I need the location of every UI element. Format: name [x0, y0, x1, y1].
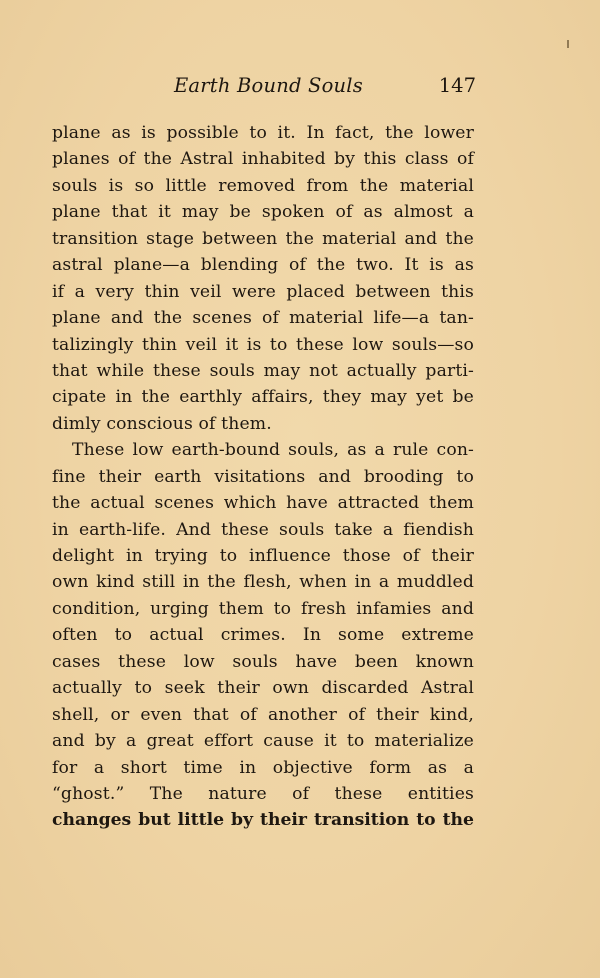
text-line: fine their earth visitations and brooding to	[52, 466, 474, 487]
text-line: in earth-life. And these souls take a fiendish	[52, 519, 474, 540]
text-line: talizingly thin veil it is to these low souls—so	[52, 334, 474, 355]
text-line: actually to seek their own discarded Astral	[52, 678, 474, 699]
text-line: transition stage between the material and the	[52, 228, 474, 249]
text-line: dimly conscious of them.	[52, 413, 272, 434]
text-line: often to actual crimes. In some extreme	[52, 625, 474, 646]
text-line: condition, urging them to fresh infamies and	[52, 598, 474, 619]
text-line: the actual scenes which have attracted them	[52, 493, 474, 514]
paper-speck	[567, 40, 569, 48]
text-line: if a very thin veil were placed between this	[52, 281, 474, 302]
text-line: These low earth-bound souls, as a rule con-	[72, 440, 474, 461]
text-line: that while these souls may not actually parti-	[52, 360, 474, 381]
text-line: cipate in the earthly affairs, they may yet be	[52, 387, 474, 408]
running-head	[52, 74, 476, 102]
text-line: delight in trying to influence those of their	[52, 546, 474, 566]
text-line: cases these low souls have been known	[52, 651, 474, 672]
text-line: for a short time in objective form as a	[52, 757, 474, 778]
text-line: shell, or even that of another of their kind,	[52, 704, 474, 725]
text-line: souls is so little removed from the material	[52, 175, 474, 196]
text-line: and by a great effort cause it to materialize	[52, 731, 474, 752]
running-title: Earth Bound Souls	[174, 74, 363, 97]
body-text	[52, 120, 474, 834]
text-line: plane that it may be spoken of as almost a	[52, 202, 474, 223]
text-line: plane as is possible to it. In fact, the lower	[52, 123, 474, 143]
page-number: 147	[438, 74, 476, 97]
text-line: own kind still in the flesh, when in a muddled	[52, 572, 474, 593]
text-line: “ghost.” The nature of these entities	[52, 783, 474, 804]
text-line: changes but little by their transition to the	[52, 810, 474, 831]
text-line: plane and the scenes of material life—a tan-	[52, 308, 474, 329]
text-line: astral plane—a blending of the two. It is as	[52, 255, 474, 276]
text-line: planes of the Astral inhabited by this class of	[52, 149, 474, 170]
